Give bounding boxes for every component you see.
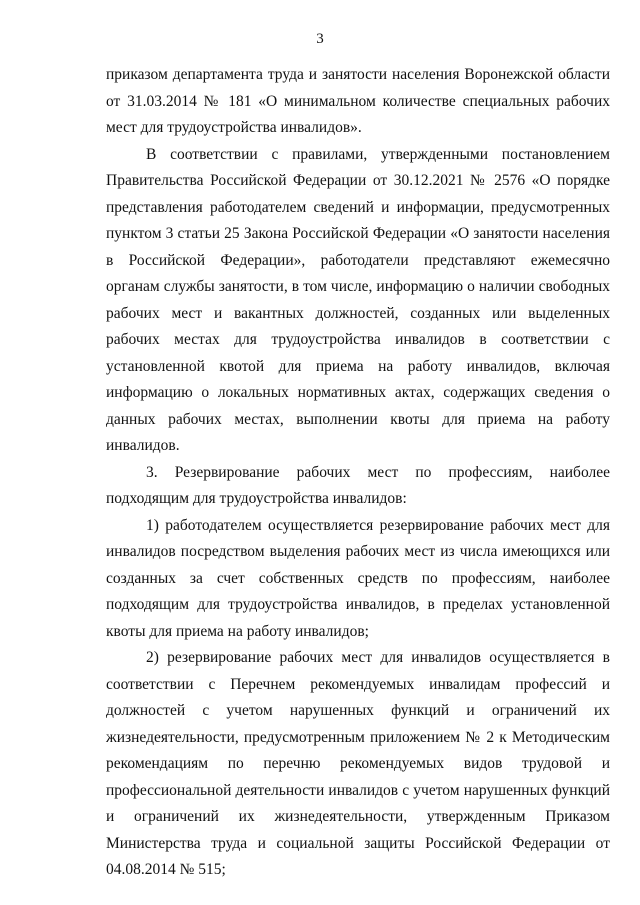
paragraph-section-3-heading: 3. Резервирование рабочих мест по профессиям, наиболее подходящим для трудоустройства инвалидов: [106,463,610,507]
paragraph-order-reference: приказом департамента труда и занятости населения Воронежской области от 31.03.2014 № 181 «О минимальном количестве специальных рабочих мест для трудоустройства инвалидов». [106,66,610,136]
paragraph-item-2: 2) резервирование рабочих мест для инвалидов осуществляется в соответствии с Перечнем рекомендуемых инвалидам профессий и должностей с учетом нарушенных функций и ограничений их жизнедеятельности, предусмотренным приложением № 2 к Методическим рекомендациям по перечню рекомендуемых видов трудовой и профессиональной деятельности инвалидов с учетом нарушенных функций и ограничений их жизнедеятельности, утвержденным Приказом Министерства труда и социальной защиты Российской Федерации от 04.08.2014 № 515; [106,649,610,878]
paragraph-item-1: 1) работодателем осуществляется резервирование рабочих мест для инвалидов посредством выделения рабочих мест из числа имеющихся или созданных за счет собственных средств по профессиям, наиболее подходящим для трудоустройства инвалидов, в пределах установленной квоты для приема на работу инвалидов; [106,516,610,640]
page-number: 3 [316,31,324,47]
document-body [106,62,610,884]
paragraph-employer-reporting: В соответствии с правилами, утвержденными постановлением Правительства Российской Федерации от 30.12.2021 № 2576 «О порядке представления работодателем сведений и информации, предусмотренных пунктом 3 статьи 25 Закона Российской Федерации «О занятости населения в Российской Федерации», работодатели представляют ежемесячно органам службы занятости, в том числе, информацию о наличии свободных рабочих мест и вакантных должностей, созданных или выделенных рабочих местах для трудоустройства инвалидов в соответствии с установленной квотой для приема на работу инвалидов, включая информацию о локальных нормативных актах, содержащих сведения о данных рабочих местах, выполнении квоты для приема на работу инвалидов. [106,145,610,454]
